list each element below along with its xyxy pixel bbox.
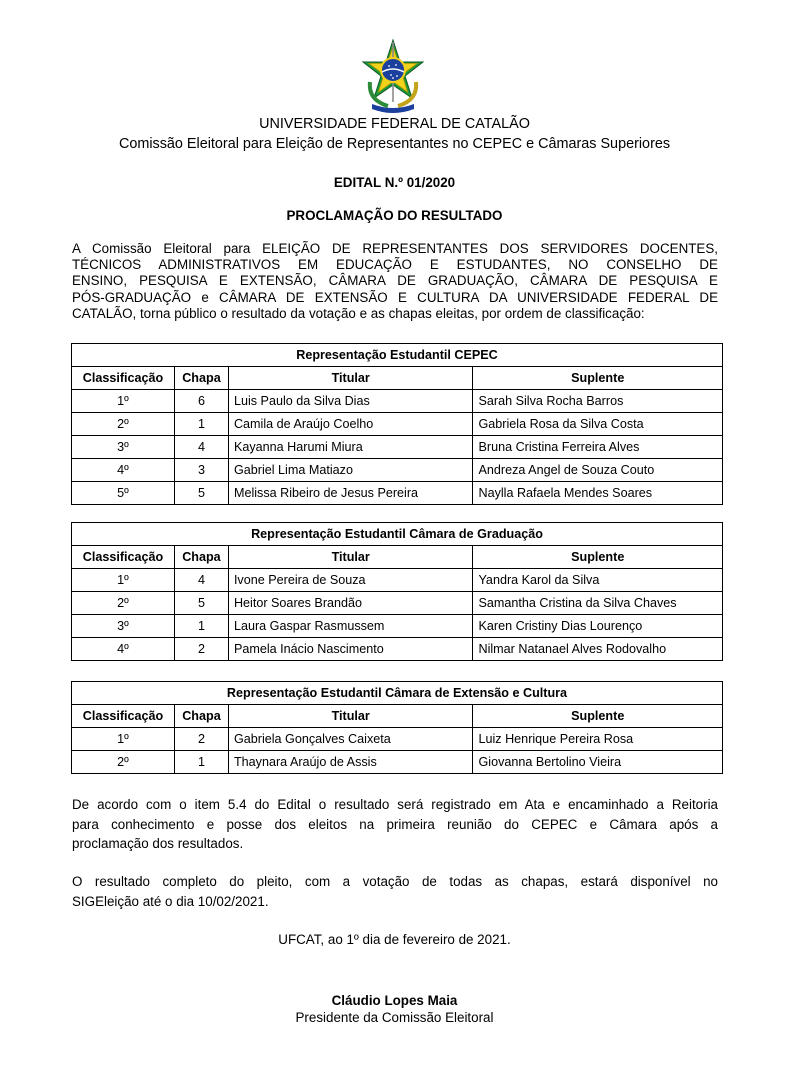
col-header-suplente: Suplente: [473, 367, 723, 390]
registration-paragraph: [72, 795, 718, 854]
table-row: [72, 459, 723, 482]
table-row: [72, 569, 723, 592]
cell-suplente: Andreza Angel de Souza Couto: [473, 459, 723, 482]
paragraph-line: SIGEleição até o dia 10/02/2021.: [72, 893, 269, 909]
cell-chapa: 4: [174, 569, 228, 592]
cell-classificacao: 4º: [72, 638, 175, 661]
cell-suplente: Bruna Cristina Ferreira Alves: [473, 436, 723, 459]
signatory-name: Cláudio Lopes Maia: [331, 993, 458, 1008]
intro-line: ENSINO, PESQUISA E EXTENSÃO, CÂMARA DE GRADUAÇÃO, CÂMARA DE PESQUISA E: [72, 273, 718, 289]
table-row: [72, 390, 723, 413]
table-row: [72, 615, 723, 638]
cell-titular: Gabriel Lima Matiazo: [228, 459, 473, 482]
col-header-classificacao: Classificação: [72, 367, 175, 390]
cell-classificacao: 1º: [72, 390, 175, 413]
col-header-suplente: Suplente: [473, 546, 723, 569]
intro-line: A Comissão Eleitoral para ELEIÇÃO DE REPRESENTANTES DOS SERVIDORES DOCENTES,: [72, 241, 718, 256]
results-table-graduacao: [71, 522, 723, 661]
table-row: [72, 413, 723, 436]
cell-suplente: Giovanna Bertolino Vieira: [473, 751, 723, 774]
intro-line: PÓS-GRADUAÇÃO e CÂMARA DE EXTENSÃO E CULTURA DA UNIVERSIDADE FEDERAL DE: [72, 289, 718, 305]
cell-classificacao: 2º: [72, 413, 175, 436]
paragraph-line: De acordo com o item 5.4 do Edital o resultado será registrado em Ata e encaminhado a Reitoria: [72, 797, 718, 812]
table-title: Representação Estudantil Câmara de Graduação: [72, 523, 723, 546]
cell-suplente: Nilmar Natanael Alves Rodovalho: [473, 638, 723, 661]
paragraph-line: para conhecimento e posse dos eleitos na primeira reunião do CEPEC e Câmara após a: [72, 816, 718, 832]
cell-classificacao: 2º: [72, 592, 175, 615]
col-header-titular: Titular: [228, 367, 473, 390]
table-title: Representação Estudantil CEPEC: [72, 344, 723, 367]
col-header-chapa: Chapa: [174, 546, 228, 569]
cell-suplente: Yandra Karol da Silva: [473, 569, 723, 592]
cell-titular: Ivone Pereira de Souza: [228, 569, 473, 592]
table-row: [72, 482, 723, 505]
table-row: [72, 751, 723, 774]
cell-classificacao: 5º: [72, 482, 175, 505]
table-row: [72, 436, 723, 459]
cell-classificacao: 3º: [72, 436, 175, 459]
cell-titular: Gabriela Gonçalves Caixeta: [228, 728, 473, 751]
table-row: [72, 638, 723, 661]
cell-chapa: 1: [174, 615, 228, 638]
cell-chapa: 1: [174, 413, 228, 436]
intro-paragraph: [72, 241, 718, 322]
brazil-coat-of-arms-icon: [360, 38, 426, 114]
cell-chapa: 3: [174, 459, 228, 482]
cell-suplente: Karen Cristiny Dias Lourenço: [473, 615, 723, 638]
cell-chapa: 6: [174, 390, 228, 413]
paragraph-line: O resultado completo do pleito, com a votação de todas as chapas, estará disponível no: [72, 874, 718, 889]
col-header-titular: Titular: [228, 546, 473, 569]
cell-chapa: 1: [174, 751, 228, 774]
cell-titular: Heitor Soares Brandão: [228, 592, 473, 615]
cell-titular: Camila de Araújo Coelho: [228, 413, 473, 436]
cell-suplente: Gabriela Rosa da Silva Costa: [473, 413, 723, 436]
intro-line: CATALÃO, torna público o resultado da votação e as chapas eleitas, por ordem de classificação:: [72, 305, 645, 321]
cell-classificacao: 1º: [72, 728, 175, 751]
cell-suplente: Luiz Henrique Pereira Rosa: [473, 728, 723, 751]
table-row: [72, 592, 723, 615]
results-table-extensao: [71, 681, 723, 774]
cell-chapa: 5: [174, 482, 228, 505]
edital-number: EDITAL N.º 01/2020: [333, 175, 456, 190]
cell-chapa: 2: [174, 638, 228, 661]
cell-classificacao: 4º: [72, 459, 175, 482]
intro-line: TÉCNICOS ADMINISTRATIVOS EM EDUCAÇÃO E ESTUDANTES, NO CONSELHO DE: [72, 257, 718, 273]
col-header-classificacao: Classificação: [72, 705, 175, 728]
cell-chapa: 2: [174, 728, 228, 751]
cell-titular: Kayanna Harumi Miura: [228, 436, 473, 459]
university-name: UNIVERSIDADE FEDERAL DE CATALÃO: [259, 116, 530, 132]
cell-chapa: 5: [174, 592, 228, 615]
signatory-role: Presidente da Comissão Eleitoral: [295, 1010, 494, 1025]
cell-suplente: Samantha Cristina da Silva Chaves: [473, 592, 723, 615]
cell-suplente: Sarah Silva Rocha Barros: [473, 390, 723, 413]
col-header-suplente: Suplente: [473, 705, 723, 728]
cell-suplente: Naylla Rafaela Mendes Soares: [473, 482, 723, 505]
col-header-chapa: Chapa: [174, 367, 228, 390]
table-row: [72, 728, 723, 751]
commission-name: Comissão Eleitoral para Eleição de Representantes no CEPEC e Câmaras Superiores: [118, 136, 671, 152]
cell-chapa: 4: [174, 436, 228, 459]
cell-classificacao: 3º: [72, 615, 175, 638]
cell-titular: Laura Gaspar Rasmussem: [228, 615, 473, 638]
date-line: UFCAT, ao 1º dia de fevereiro de 2021.: [278, 932, 511, 947]
availability-paragraph: [72, 872, 718, 911]
paragraph-line: proclamação dos resultados.: [72, 836, 244, 851]
cell-titular: Thaynara Araújo de Assis: [228, 751, 473, 774]
cell-titular: Pamela Inácio Nascimento: [228, 638, 473, 661]
cell-classificacao: 1º: [72, 569, 175, 592]
results-table-cepec: [71, 343, 723, 505]
cell-classificacao: 2º: [72, 751, 175, 774]
cell-titular: Melissa Ribeiro de Jesus Pereira: [228, 482, 473, 505]
col-header-titular: Titular: [228, 705, 473, 728]
document-subtitle: PROCLAMAÇÃO DO RESULTADO: [286, 208, 503, 223]
col-header-classificacao: Classificação: [72, 546, 175, 569]
col-header-chapa: Chapa: [174, 705, 228, 728]
cell-titular: Luis Paulo da Silva Dias: [228, 390, 473, 413]
table-title: Representação Estudantil Câmara de Extensão e Cultura: [72, 682, 723, 705]
